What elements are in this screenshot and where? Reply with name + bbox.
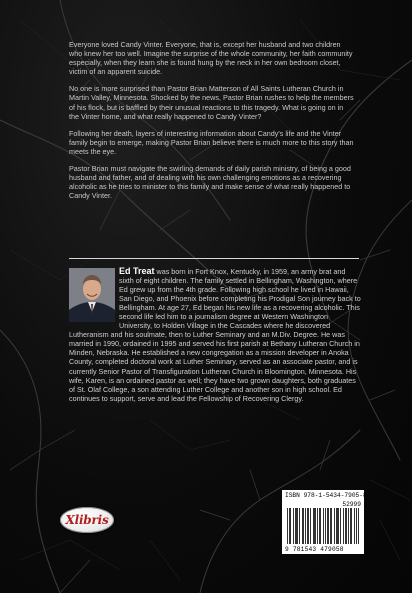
- publisher-logo-text: Xlibris: [65, 513, 109, 527]
- description-paragraph-4: Pastor Brian must navigate the swirling demands of daily parish ministry, of being a good husband and father, and of dealing with his own challenging emotions as a recovering alcoholic as he tries to minister to this family and make sense of what really happened to Candy Vinter.: [69, 164, 351, 201]
- isbn-label: ISBN 978-1-5434-7905-8: [285, 492, 367, 499]
- author-name: Ed Treat: [119, 266, 155, 276]
- author-bio-text: was born in Fort Knox, Kentucky, in 1959, an army brat and sixth of eight children. The family settled in Bellingham, Washington, where Ed grew up from the 4th grade. Following high school he lived in Hawaii, San Diego, and Phoenix before completing his Prodigal Son journey back to Bellingham. At age 27, Ed began his new life as a recovering alcoholic. This second life led him to a journalism degree at Western Washington University, to Holden Village in the Cascades where he discovered Lutheranism and his soulmate, then to Luther Seminary and an M.Div. Degree. He was married in 1990, ordained in 1995 and served his first parish at Bethany Lutheran Church in Minden, Nebraska. He established a new congregation as a mission developer in Anoka County, completed doctoral work at Luther Seminary, served as an associate pastor, and is currently Senior Pastor of Transfiguration Lutheran Church in Bloomington, Minnesota. His wife, Karen, is an ordained pastor as well; they have two grown daughters, both graduates of St. Olaf College, a son attending Luther College and another son in high school. Ed continues to support, serve and lead the Fellowship of Recovering Clergy.: [69, 267, 361, 403]
- description-paragraph-2: No one is more surprised than Pastor Brian Matterson of All Saints Lutheran Church in Martin Valley, Minnesota. Shocked by the news, Pastor Brian rushes to help the members of his flock, but is baffled by their unusual reactions to this tragedy. What is going on in the Vinter home, and what really happened to Candy Vinter?: [69, 84, 354, 121]
- publisher-logo: [60, 507, 114, 533]
- description-paragraph-3: Following her death, layers of interesting information about Candy's life and the Vinter family begin to emerge, making Pastor Brian believe there is much more to this story than meets the eye.: [69, 128, 354, 156]
- barcode-digits: 9 781543 479058: [285, 546, 344, 553]
- section-divider: [69, 258, 359, 259]
- isbn-barcode: [282, 490, 367, 554]
- price-code: 52999: [342, 501, 361, 508]
- book-description: [69, 40, 355, 208]
- description-paragraph-1: Everyone loved Candy Vinter. Everyone, that is, except her husband and two children who knew her too well. Imagine the surprise of the whole community, her faith community especially, when they learn she is found hung by the neck in her own bedroom closet, victim of an apparent suicide.: [69, 40, 353, 77]
- barcode-bars: [287, 508, 359, 544]
- author-biography: [69, 267, 361, 403]
- photo-spacer: [69, 267, 119, 323]
